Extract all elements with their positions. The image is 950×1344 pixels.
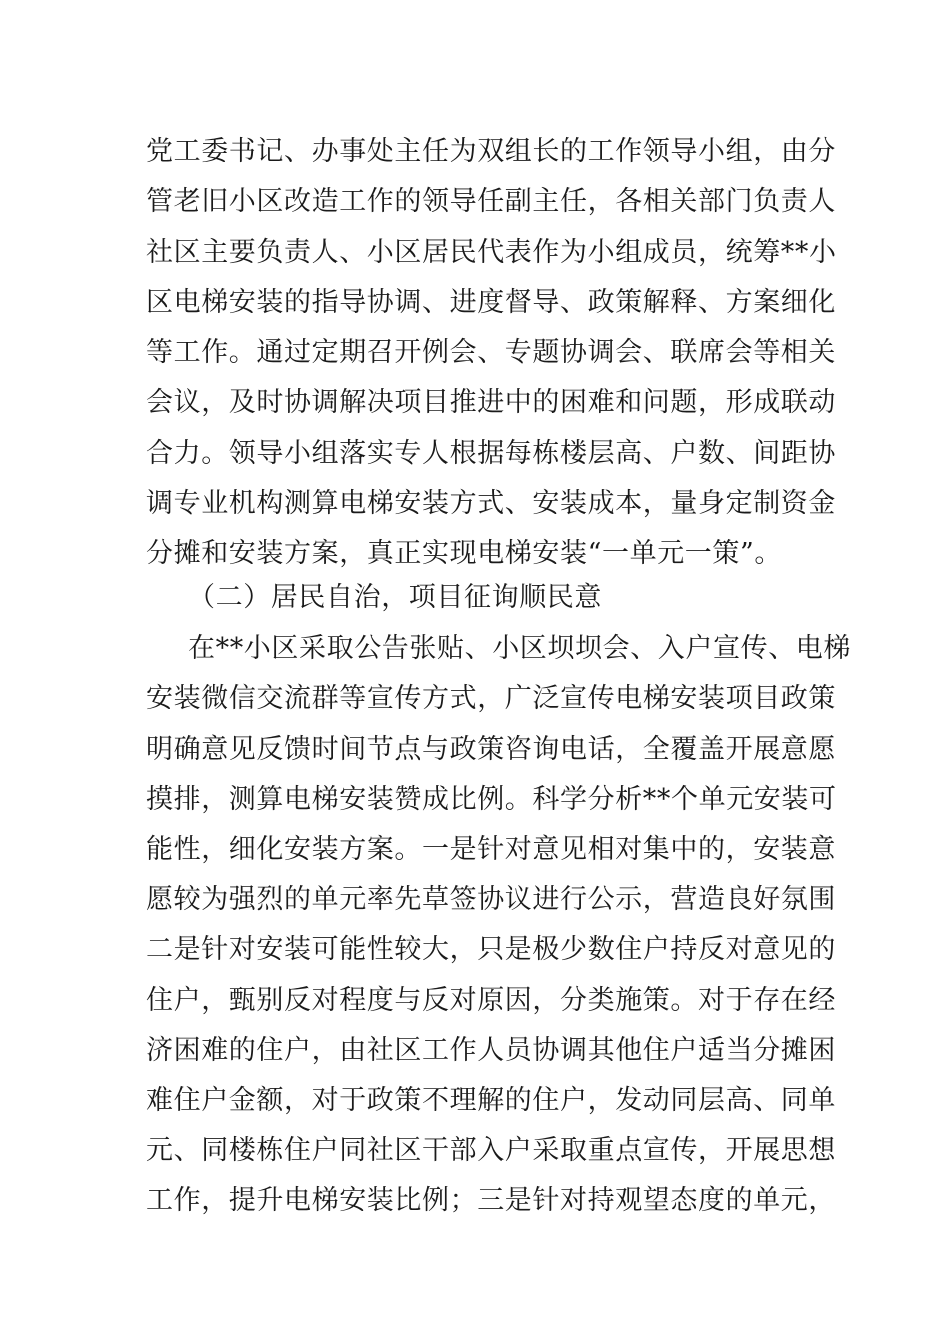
- paragraph-line: 调专业机构测算电梯安装方式、安装成本，量身定制资金: [146, 488, 836, 519]
- paragraph-line: 分摊和安装方案，真正实现电梯安装“一单元一策”。: [146, 538, 783, 569]
- paragraph-line: 住户，甄别反对程度与反对原因，分类施策。对于存在经: [146, 985, 836, 1016]
- paragraph-line: 区电梯安装的指导协调、进度督导、政策解释、方案细化: [146, 287, 836, 318]
- paragraph-line: 摸排，测算电梯安装赞成比例。科学分析**个单元安装可: [146, 784, 837, 815]
- section-heading: （二）居民自治，项目征询顺民意: [188, 582, 602, 613]
- paragraph-line: 愿较为强烈的单元率先草签协议进行公示，营造良好氛围: [146, 884, 836, 915]
- paragraph-line: 难住户金额，对于政策不理解的住户，发动同层高、同单: [146, 1085, 836, 1116]
- paragraph-line: 管老旧小区改造工作的领导任副主任，各相关部门负责人: [146, 186, 836, 217]
- paragraph-line: 能性，细化安装方案。一是针对意见相对集中的，安装意: [146, 834, 836, 865]
- paragraph-line: 元、同楼栋住户同社区干部入户采取重点宣传，开展思想: [146, 1135, 836, 1166]
- paragraph-line: 社区主要负责人、小区居民代表作为小组成员，统筹**小: [146, 237, 837, 268]
- paragraph-line: 工作，提升电梯安装比例；三是针对持观望态度的单元，: [146, 1185, 836, 1216]
- paragraph-line: 安装微信交流群等宣传方式，广泛宣传电梯安装项目政策: [146, 683, 836, 714]
- paragraph-line: 党工委书记、办事处主任为双组长的工作领导小组，由分: [146, 136, 836, 167]
- paragraph-line: 济困难的住户，由社区工作人员协调其他住户适当分摊困: [146, 1035, 836, 1066]
- paragraph-line: 会议，及时协调解决项目推进中的困难和问题，形成联动: [146, 387, 836, 418]
- paragraph-line: 在**小区采取公告张贴、小区坝坝会、入户宣传、电梯: [188, 633, 851, 664]
- paragraph-line: 二是针对安装可能性较大，只是极少数住户持反对意见的: [146, 934, 836, 965]
- paragraph-line: 明确意见反馈时间节点与政策咨询电话，全覆盖开展意愿: [146, 734, 836, 765]
- paragraph-line: 等工作。通过定期召开例会、专题协调会、联席会等相关: [146, 337, 836, 368]
- paragraph-line: 合力。领导小组落实专人根据每栋楼层高、户数、间距协: [146, 438, 836, 469]
